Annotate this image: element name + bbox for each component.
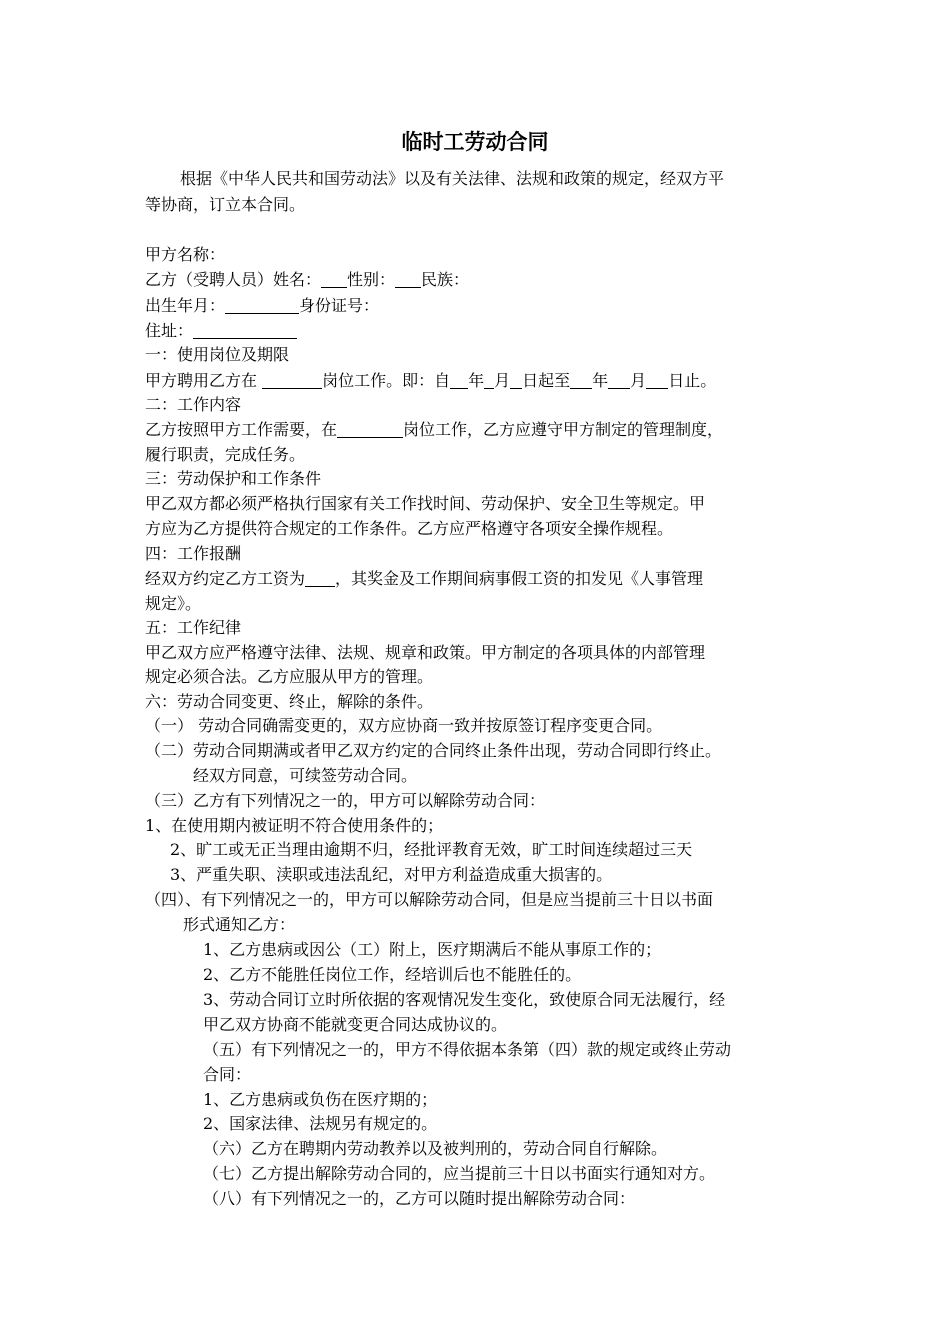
section-2-line-1: 乙方按照甲方工作需要，在 岗位工作，乙方应遵守甲方制定的管理制度， — [145, 420, 724, 439]
clause-6-1: （一） 劳动合同确需变更的，双方应协商一致并按原签订程序变更合同。 — [145, 716, 663, 735]
clause-6-3-item-1: 1、在使用期内被证明不符合使用条件的； — [145, 816, 444, 835]
section-4-line-1: 经双方约定乙方工资为 ，其奖金及工作期间病事假工资的扣发见《人事管理 — [145, 569, 704, 588]
section-2-line-2: 履行职责，完成任务。 — [145, 445, 306, 464]
section-4-heading: 四：工作报酬 — [145, 544, 242, 563]
section-3-line-2: 方应为乙方提供符合规定的工作条件。乙方应严格遵守各项安全操作规程。 — [145, 519, 674, 538]
post-blank — [262, 370, 322, 389]
birth-blank — [225, 295, 299, 314]
intro-line-2: 等协商，订立本合同。 — [145, 195, 306, 214]
clause-6-5-line-1: （五）有下列情况之一的，甲方不得依据本条第（四）款的规定或终止劳动 — [203, 1040, 732, 1059]
section-5-heading: 五：工作纪律 — [145, 618, 242, 637]
section-4-line-2: 规定》。 — [145, 594, 202, 613]
salary-blank — [305, 568, 335, 587]
section-6-heading: 六：劳动合同变更、终止，解除的条件。 — [145, 692, 434, 711]
clause-6-3-item-2: 2、旷工或无正当理由逾期不归，经批评教育无效，旷工时间连续超过三天 — [170, 840, 693, 859]
section-1-heading: 一：使用岗位及期限 — [145, 345, 290, 364]
clause-6-5-item-2: 2、国家法律、法规另有规定的。 — [203, 1114, 438, 1133]
clause-6-5-line-2: 合同： — [203, 1065, 252, 1084]
clause-6-3-item-3: 3、严重失职、渎职或违法乱纪，对甲方利益造成重大损害的。 — [170, 865, 613, 884]
clause-6-4-line-2: 形式通知乙方： — [183, 915, 296, 934]
address-line: 住址： — [145, 319, 297, 343]
party-a-name: 甲方名称： — [145, 245, 226, 264]
address-blank — [193, 320, 297, 339]
clause-6-2-line-1: （二）劳动合同期满或者甲乙双方约定的合同终止条件出现，劳动合同即行终止。 — [145, 741, 722, 760]
gender-blank — [395, 269, 421, 288]
clause-6-2-line-2: 经双方同意，可续签劳动合同。 — [193, 766, 418, 785]
clause-6-8: （八）有下列情况之一的，乙方可以随时提出解除劳动合同： — [203, 1189, 636, 1208]
clause-6-6: （六）乙方在聘期内劳动教养以及被判刑的，劳动合同自行解除。 — [203, 1139, 668, 1158]
post-blank-2 — [337, 419, 403, 438]
clause-6-5-item-1: 1、乙方患病或负伤在医疗期的； — [203, 1090, 438, 1109]
section-3-line-1: 甲乙双方都必须严格执行国家有关工作找时间、劳动保护、安全卫生等规定。甲 — [145, 494, 706, 513]
clause-6-4-item-3-line-2: 甲乙双方协商不能就变更合同达成协议的。 — [203, 1015, 508, 1034]
section-1-body: 甲方聘用乙方在 岗位工作。即：自 年 月 日起至 年 月 日止。 — [145, 371, 717, 390]
section-3-heading: 三：劳动保护和工作条件 — [145, 469, 322, 488]
clause-6-4-item-3-line-1: 3、劳动合同订立时所依据的客观情况发生变化，致使原合同无法履行，经 — [203, 990, 726, 1009]
birth-id-line: 出生年月： 身份证号： — [145, 296, 380, 315]
clause-6-4-item-2: 2、乙方不能胜任岗位工作，经培训后也不能胜任的。 — [203, 965, 582, 984]
clause-6-7: （七）乙方提出解除劳动合同的，应当提前三十日以书面实行通知对方。 — [203, 1164, 716, 1183]
party-b-info: 乙方（受聘人员）姓名： 性别： 民族： — [145, 270, 470, 289]
section-5-line-2: 规定必须合法。乙方应服从甲方的管理。 — [145, 667, 434, 686]
section-2-heading: 二：工作内容 — [145, 395, 242, 414]
document-title: 临时工劳动合同 — [401, 130, 549, 154]
clause-6-3: （三）乙方有下列情况之一的，甲方可以解除劳动合同： — [145, 791, 546, 810]
section-5-line-1: 甲乙双方应严格遵守法律、法规、规章和政策。甲方制定的各项具体的内部管理 — [145, 643, 706, 662]
clause-6-4-item-1: 1、乙方患病或因公（工）附上，医疗期满后不能从事原工作的； — [203, 940, 662, 959]
name-blank — [321, 269, 347, 288]
clause-6-4-line-1: （四）、有下列情况之一的，甲方可以解除劳动合同，但是应当提前三十日以书面 — [145, 890, 714, 909]
intro-line-1: 根据《中华人民共和国劳动法》以及有关法律、法规和政策的规定，经双方平 — [180, 169, 725, 188]
